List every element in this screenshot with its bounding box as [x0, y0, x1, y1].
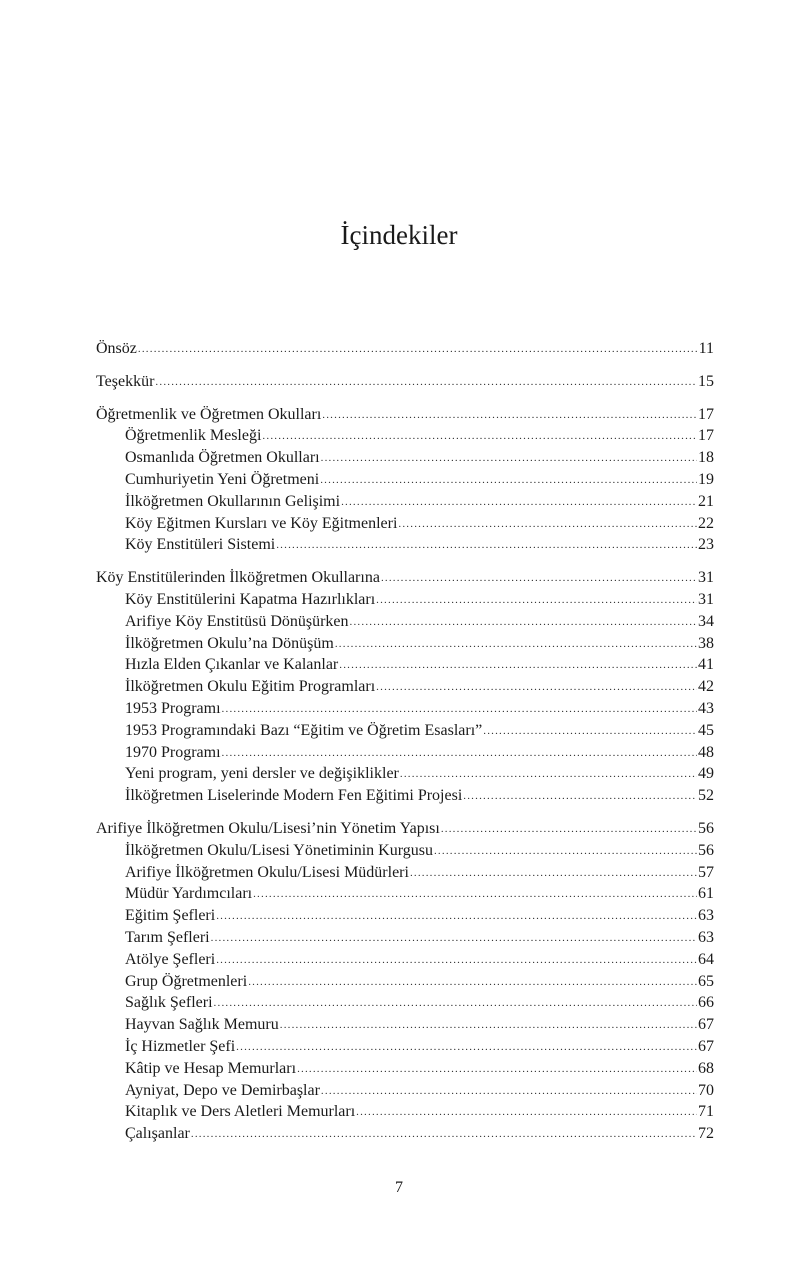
toc-subentry: [96, 1058, 714, 1080]
dot-leader: [376, 677, 697, 699]
toc-page-number: 21: [698, 492, 714, 510]
toc-page-number: 56: [698, 841, 714, 859]
toc-subentry: [96, 840, 714, 862]
toc-subentry: [96, 589, 714, 611]
toc-page-number: 34: [698, 612, 714, 630]
dot-leader: [434, 841, 697, 863]
toc-subentry: [96, 534, 714, 556]
toc-entry: [96, 371, 714, 393]
dot-leader: [262, 426, 697, 448]
dot-leader: [321, 448, 697, 470]
toc-subentry: [96, 1014, 714, 1036]
toc-entry: [96, 818, 714, 840]
dot-leader: [155, 372, 697, 394]
dot-leader: [214, 993, 697, 1015]
toc-entry-title: Arifiye Köy Enstitüsü Dönüşürken: [125, 612, 349, 630]
toc-page-number: 49: [698, 765, 714, 783]
dot-leader: [400, 764, 697, 786]
toc-page-number: 61: [698, 885, 714, 903]
toc-page-number: 63: [698, 907, 714, 925]
toc-entry-title: İlköğretmen Okullarının Gelişimi: [125, 492, 341, 510]
dot-leader: [339, 655, 697, 677]
toc-entry-title: Köy Eğitmen Kursları ve Köy Eğitmenleri: [125, 514, 398, 532]
table-of-contents: [96, 338, 714, 1156]
toc-entry-title: Öğretmenlik ve Öğretmen Okulları: [96, 405, 322, 423]
toc-entry-title: Tarım Şefleri: [125, 928, 210, 946]
toc-page-number: 67: [698, 1037, 714, 1055]
toc-entry-title: Arifiye İlköğretmen Okulu/Lisesi Müdürleri: [125, 863, 409, 881]
toc-subentry: [96, 720, 714, 742]
toc-section: [96, 338, 714, 360]
toc-subentry: [96, 425, 714, 447]
toc-page-number: 63: [698, 928, 714, 946]
toc-subentry: [96, 611, 714, 633]
toc-subentry: [96, 469, 714, 491]
toc-subentry: [96, 633, 714, 655]
toc-page-number: 41: [698, 656, 714, 674]
dot-leader: [222, 743, 697, 765]
toc-subentry: [96, 491, 714, 513]
dot-leader: [191, 1124, 697, 1146]
toc-section: [96, 818, 714, 1145]
toc-page-number: 42: [698, 678, 714, 696]
toc-entry-title: Öğretmenlik Mesleği: [125, 427, 262, 445]
dot-leader: [356, 1102, 697, 1124]
toc-page-number: 38: [698, 634, 714, 652]
toc-page-number: 48: [698, 743, 714, 761]
toc-subentry: [96, 785, 714, 807]
toc-entry-title: Eğitim Şefleri: [125, 907, 216, 925]
dot-leader: [463, 786, 697, 808]
toc-entry: [96, 567, 714, 589]
toc-page-number: 65: [698, 972, 714, 990]
toc-entry-title: Kâtip ve Hesap Memurları: [125, 1059, 297, 1077]
toc-entry-title: İlköğretmen Okulu Eğitim Programları: [125, 678, 376, 696]
toc-page-number: 56: [698, 819, 714, 837]
toc-subentry: [96, 763, 714, 785]
page-title: İçindekiler: [340, 220, 458, 250]
toc-entry-title: Osmanlıda Öğretmen Okulları: [125, 449, 320, 467]
toc-entry-title: 1953 Programı: [125, 699, 221, 717]
toc-subentry: [96, 927, 714, 949]
toc-entry-title: İlköğretmen Okulu’na Dönüşüm: [125, 634, 334, 652]
toc-entry-title: Çalışanlar: [125, 1125, 190, 1143]
toc-entry-title: Cumhuriyetin Yeni Öğretmeni: [125, 470, 320, 488]
toc-page-number: 57: [698, 863, 714, 881]
toc-subentry: [96, 1101, 714, 1123]
toc-subentry: [96, 742, 714, 764]
toc-page-number: 45: [698, 721, 714, 739]
toc-page-number: 64: [698, 950, 714, 968]
toc-page-number: 67: [698, 1016, 714, 1034]
toc-subentry: [96, 447, 714, 469]
toc-subentry: [96, 1123, 714, 1145]
toc-entry-title: Ayniyat, Depo ve Demirbaşlar: [125, 1081, 320, 1099]
toc-page-number: 18: [698, 449, 714, 467]
toc-subentry: [96, 676, 714, 698]
dot-leader: [138, 339, 698, 361]
toc-entry-title: Köy Enstitülerinden İlköğretmen Okullarına: [96, 569, 380, 587]
toc-subentry: [96, 862, 714, 884]
toc-subentry: [96, 883, 714, 905]
toc-page-number: 19: [698, 470, 714, 488]
toc-subentry: [96, 698, 714, 720]
toc-entry-title: Hayvan Sağlık Memuru: [125, 1016, 279, 1034]
toc-subentry: [96, 1080, 714, 1102]
toc-subentry: [96, 949, 714, 971]
dot-leader: [248, 972, 697, 994]
dot-leader: [376, 590, 697, 612]
dot-leader: [335, 634, 697, 656]
toc-page-number: 22: [698, 514, 714, 532]
toc-page-number: 66: [698, 994, 714, 1012]
toc-page-number: 72: [698, 1125, 714, 1143]
dot-leader: [236, 1037, 697, 1059]
toc-section: [96, 371, 714, 393]
toc-entry-title: İç Hizmetler Şefi: [125, 1037, 236, 1055]
dot-leader: [322, 405, 697, 427]
dot-leader: [341, 492, 697, 514]
toc-entry-title: Atölye Şefleri: [125, 950, 216, 968]
toc-section: [96, 567, 714, 807]
toc-entry-title: Önsöz: [96, 340, 137, 357]
dot-leader: [222, 699, 697, 721]
dot-leader: [483, 721, 697, 743]
toc-page-number: 70: [698, 1081, 714, 1099]
dot-leader: [216, 906, 697, 928]
toc-page-number: 52: [698, 787, 714, 805]
dot-leader: [216, 950, 697, 972]
toc-entry-title: Yeni program, yeni dersler ve değişiklikler: [125, 765, 399, 783]
toc-entry-title: Müdür Yardımcıları: [125, 885, 253, 903]
toc-subentry: [96, 1036, 714, 1058]
toc-subentry: [96, 513, 714, 535]
dot-leader: [253, 884, 697, 906]
toc-page-number: 31: [698, 569, 714, 587]
toc-subentry: [96, 905, 714, 927]
toc-entry-title: Teşekkür: [96, 372, 155, 390]
toc-page-number: 23: [698, 536, 714, 554]
toc-entry-title: Hızla Elden Çıkanlar ve Kalanlar: [125, 656, 339, 674]
dot-leader: [350, 612, 697, 634]
toc-entry: [96, 404, 714, 426]
toc-page-number: 11: [698, 340, 714, 357]
toc-entry-title: Köy Enstitüleri Sistemi: [125, 536, 276, 554]
dot-leader: [211, 928, 697, 950]
toc-page-number: 43: [698, 699, 714, 717]
toc-page-number: 17: [698, 427, 714, 445]
dot-leader: [398, 514, 697, 536]
toc-entry-title: Köy Enstitülerini Kapatma Hazırlıkları: [125, 590, 376, 608]
toc-page-number: 15: [698, 372, 714, 390]
toc-page-number: 71: [698, 1103, 714, 1121]
dot-leader: [280, 1015, 697, 1037]
toc-page-number: 31: [698, 590, 714, 608]
toc-subentry: [96, 992, 714, 1014]
toc-entry-title: İlköğretmen Okulu/Lisesi Yönetiminin Kurgusu: [125, 841, 433, 859]
dot-leader: [381, 568, 697, 590]
toc-entry-title: Grup Öğretmenleri: [125, 972, 248, 990]
toc-page-number: 17: [698, 405, 714, 423]
dot-leader: [441, 819, 697, 841]
toc-section: [96, 404, 714, 557]
toc-subentry: [96, 971, 714, 993]
dot-leader: [320, 470, 697, 492]
toc-entry: [96, 338, 714, 360]
toc-subentry: [96, 654, 714, 676]
toc-entry-title: Sağlık Şefleri: [125, 994, 213, 1012]
dot-leader: [276, 535, 697, 557]
toc-page-number: 68: [698, 1059, 714, 1077]
dot-leader: [297, 1059, 697, 1081]
dot-leader: [321, 1081, 697, 1103]
toc-entry-title: İlköğretmen Liselerinde Modern Fen Eğitimi Projesi: [125, 787, 463, 805]
toc-entry-title: Kitaplık ve Ders Aletleri Memurları: [125, 1103, 356, 1121]
dot-leader: [410, 863, 697, 885]
page-number: 7: [395, 1179, 403, 1196]
toc-entry-title: 1953 Programındaki Bazı “Eğitim ve Öğretim Esasları”: [125, 721, 483, 739]
toc-entry-title: 1970 Programı: [125, 743, 221, 761]
toc-entry-title: Arifiye İlköğretmen Okulu/Lisesi’nin Yönetim Yapısı: [96, 819, 440, 837]
